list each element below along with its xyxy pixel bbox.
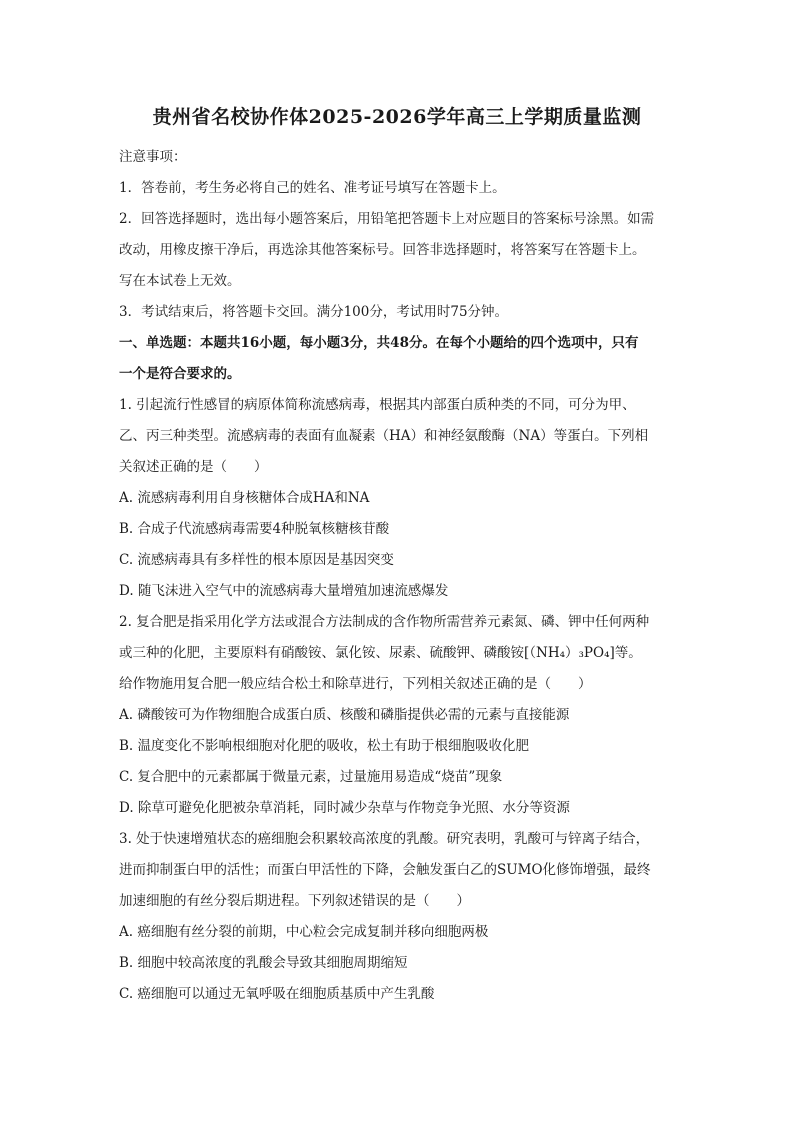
question-1-option-d: D. 随飞沫进入空气中的流感病毒大量增殖加速流感爆发 [119, 583, 449, 599]
question-2-option-c: C. 复合肥中的元素都属于微量元素，过量施用易造成“烧苗”现象 [119, 769, 503, 785]
question-2-option-b: B. 温度变化不影响根细胞对化肥的吸收，松土有助于根细胞吸收化肥 [119, 738, 530, 754]
notice-item-3: 3．考试结束后，将答题卡交回。满分100分，考试用时75分钟。 [119, 304, 509, 320]
question-2-stem-cont: 给作物施用复合肥一般应结合松土和除草进行，下列相关叙述正确的是（ ） [119, 676, 592, 692]
section-heading: 一、单选题：本题共16小题，每小题3分，共48分。在每个小题给的四个选项中，只有 [119, 335, 639, 351]
section-heading-cont: 一个是符合要求的。 [119, 366, 241, 382]
notice-item-1: 1．答卷前，考生务必将自己的姓名、准考证号填写在答题卡上。 [119, 180, 506, 196]
notice-heading: 注意事项： [119, 149, 187, 165]
question-3-option-a: A. 癌细胞有丝分裂的前期，中心粒会完成复制并移向细胞两极 [119, 924, 489, 940]
question-3-stem-cont: 进而抑制蛋白甲的活性；而蛋白甲活性的下降，会触发蛋白乙的SUMO化修饰增强，最终 [119, 862, 651, 878]
question-3-stem: 3. 处于快速增殖状态的癌细胞会积累较高浓度的乳酸。研究表明，乳酸可与锌离子结合， [119, 831, 650, 847]
notice-item-2-cont: 改动，用橡皮擦干净后，再选涂其他答案标号。回答非选择题时，将答案写在答题卡上。 [119, 242, 646, 258]
exam-content [119, 142, 679, 1010]
notice-item-2-cont: 写在本试卷上无效。 [119, 273, 241, 289]
question-3-option-b: B. 细胞中较高浓度的乳酸会导致其细胞周期缩短 [119, 955, 408, 971]
question-1-option-b: B. 合成子代流感病毒需要4种脱氧核糖核苷酸 [119, 521, 390, 537]
question-1-option-a: A. 流感病毒利用自身核糖体合成HA和NA [119, 490, 370, 506]
question-1-stem-cont: 乙、丙三种类型。流感病毒的表面有血凝素（HA）和神经氨酸酶（NA）等蛋白。下列相 [119, 428, 649, 444]
notice-item-2: 2．回答选择题时，选出每小题答案后，用铅笔把答题卡上对应题目的答案标号涂黑。如需 [119, 211, 655, 227]
question-1-stem: 1. 引起流行性感冒的病原体简称流感病毒，根据其内部蛋白质种类的不同，可分为甲、 [119, 397, 636, 413]
question-3-stem-cont: 加速细胞的有丝分裂后期进程。下列叙述错误的是（ ） [119, 893, 470, 909]
question-1-option-c: C. 流感病毒具有多样性的根本原因是基因突变 [119, 552, 394, 568]
question-1-stem-cont: 关叙述正确的是（ ） [119, 459, 268, 475]
exam-title: 贵州省名校协作体2025-2026学年高三上学期质量监测 [152, 106, 642, 128]
question-2-stem-cont: 或三种的化肥，主要原料有硝酸铵、氯化铵、尿素、硫酸钾、磷酸铵[（NH₄）₃PO₄]等。 [119, 645, 642, 661]
question-2-stem: 2. 复合肥是指采用化学方法或混合方法制成的含作物所需营养元素氮、磷、钾中任何两种 [119, 614, 650, 630]
question-2-option-a: A. 磷酸铵可为作物细胞合成蛋白质、核酸和磷脂提供必需的元素与直接能源 [119, 707, 570, 723]
question-2-option-d: D. 除草可避免化肥被杂草消耗，同时减少杂草与作物竞争光照、水分等资源 [119, 800, 570, 816]
question-3-option-c: C. 癌细胞可以通过无氧呼吸在细胞质基质中产生乳酸 [119, 986, 435, 1002]
